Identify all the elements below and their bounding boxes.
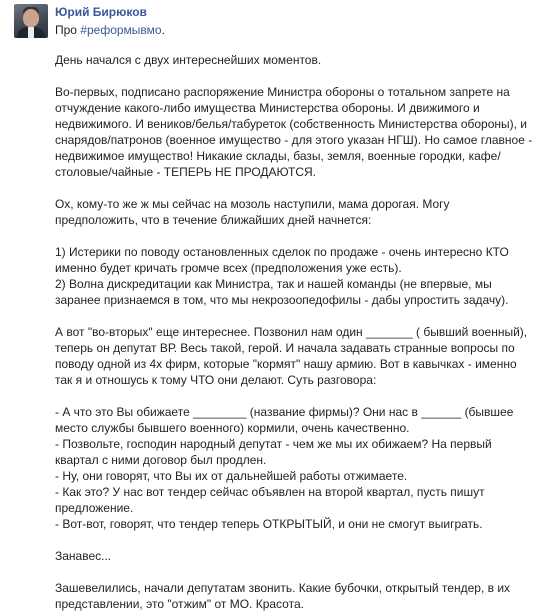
meta-suffix: .: [161, 23, 165, 37]
post-paragraph: - А что это Вы обижаете ________ (название фирмы)? Они нас в ______ (бывшее место службы бывшего военного) кормили, очень качественно. - Позвольте, господин народный депутат - чем же мы их обижаем? На первый квартал с ними договор был продлен. - Ну, они говорят, что Вы их от дальнейшей работы отжимаете. - Как это? У нас вот тендер сейчас объявлен на второй квартал, пусть пишут предложение. - Вот-вот, говорят, что тендер теперь ОТКРЫТЫЙ, и они не смогут выиграть.: [55, 405, 514, 531]
post-header: [55, 4, 165, 38]
meta-prefix: Про: [55, 23, 81, 37]
post-paragraph: Зашевелились, начали депутатам звонить. Какие бубочки, открытый тендер, в их представлении, это "отжим" от МО. Красота.: [55, 581, 511, 611]
avatar-shirt: [28, 27, 34, 38]
post-paragraph: Во-первых, подписано распоряжение Министра обороны о тотальном запрете на отчуждение какого-либо имущества Министерства обороны. И движимого и недвижимого. И веников/белья/табуреток (собственность Министерства обороны), и снарядов/патронов (военное имущество - для этого указан НГШ). Но самое главное - недвижимое имущество! Никакие склады, базы, земля, военные городки, кафе/столовые/чайные - ТЕПЕРЬ НЕ ПРОДАЮТСЯ.: [55, 85, 533, 179]
post-paragraph: Ох, кому-то же ж мы сейчас на мозоль наступили, мама дорогая. Могу предположить, что в течение ближайших дней начнется:: [55, 197, 450, 227]
post-paragraph: День начался с двух интереснейших моментов.: [55, 53, 322, 67]
post-paragraph: А вот "во-вторых" еще интереснее. Позвонил нам один _______ ( бывший военный), теперь он депутат ВР. Весь такой, герой. И начала задавать странные вопросы по поводу одной из 4х фирм, которые "кормят" нашу армию. Вот в кавычках - именно так я и отношусь к тому ЧТО они делают. Суть разговора:: [55, 325, 528, 387]
author-avatar[interactable]: [14, 4, 48, 38]
post-paragraph: Занавес...: [55, 549, 112, 563]
author-name-link[interactable]: Юрий Бирюков: [55, 5, 147, 19]
hashtag-link[interactable]: #реформывмо: [80, 23, 162, 37]
post-body: [55, 52, 533, 612]
post-paragraph: 1) Истерики по поводу остановленных сделок по продаже - очень интересно КТО именно будет кричать громче всех (предположения уже есть). 2) Волна дискредитации как Министра, так и нашей команды (не впервые, мы заранее признаемся в том, что мы некрозоопедофилы - дабы упростить задачу).: [55, 245, 509, 307]
post-meta: [55, 22, 165, 38]
avatar-face: [23, 9, 39, 27]
